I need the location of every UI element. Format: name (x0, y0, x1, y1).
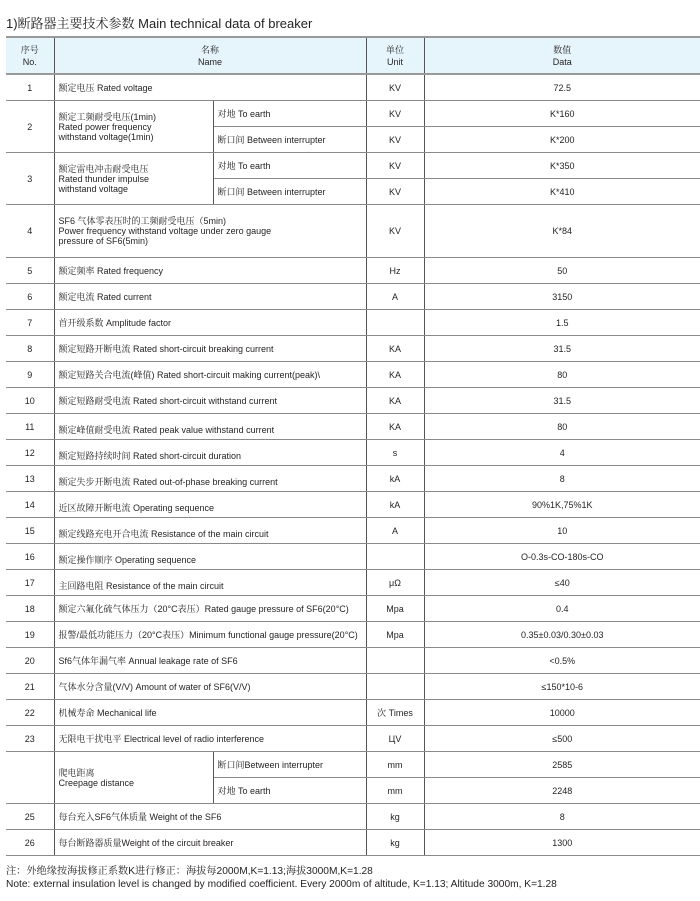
row-value: 1300 (424, 830, 700, 856)
row-value: 2585 (424, 752, 700, 778)
row-unit: mm (366, 778, 424, 804)
row-name-text: 近区故障开断电流 Operating sequence (58, 502, 215, 513)
row-unit: mm (366, 752, 424, 778)
row-name (54, 414, 366, 440)
row-name-text: 额定线路充电开合电流 Resistance of the main circuit (58, 528, 269, 539)
row-number: 9 (6, 362, 54, 388)
row-unit: Mpa (366, 622, 424, 648)
row-unit: μΩ (366, 570, 424, 596)
table-row (6, 674, 700, 700)
table-row (6, 466, 700, 492)
footnote-en: Note: external insulation level is changed by modified coefficient. Every 2000m of altitude, K=1.13; Altitude 3000m, K=1.28 (6, 879, 557, 890)
table-row (6, 648, 700, 674)
row-number: 7 (6, 310, 54, 336)
header-unit: 单位 Unit (366, 37, 424, 74)
technical-data-table (6, 36, 700, 856)
row-value: 10000 (424, 700, 700, 726)
row-unit: KA (366, 362, 424, 388)
row-name-line: Power frequency withstand voltage under zero gauge (58, 226, 272, 236)
row-value: K*410 (424, 179, 700, 205)
row-sub-label: 对地 To earth (213, 778, 366, 804)
row-value: 8 (424, 804, 700, 830)
row-unit: KA (366, 414, 424, 440)
row-unit: kg (366, 804, 424, 830)
table-row (6, 205, 700, 258)
row-unit: Mpa (366, 596, 424, 622)
row-name (54, 440, 366, 466)
row-unit (366, 648, 424, 674)
row-number: 5 (6, 258, 54, 284)
table-row (6, 414, 700, 440)
row-name (54, 752, 213, 804)
row-name: 额定频率 Rated frequency (54, 258, 366, 284)
row-name-text: 额定失步开断电流 Rated out-of-phase breaking current (58, 476, 278, 487)
row-name (54, 570, 366, 596)
row-number: 8 (6, 336, 54, 362)
row-name (54, 466, 366, 492)
page-title: 1)断路器主要技术参数 Main technical data of breaker (6, 16, 313, 31)
row-name: 额定电流 Rated current (54, 284, 366, 310)
row-unit: 次 Times (366, 700, 424, 726)
row-name (54, 205, 366, 258)
table-row (6, 518, 700, 544)
row-value: K*160 (424, 101, 700, 127)
row-name (54, 101, 213, 153)
row-name-line: 额定雷电冲击耐受电压 (58, 163, 149, 174)
table-row (6, 726, 700, 752)
row-value: 80 (424, 414, 700, 440)
row-name (54, 518, 366, 544)
row-value: 3150 (424, 284, 700, 310)
row-number: 10 (6, 388, 54, 414)
footnote-cn: 注：外绝缘按海拔修正系数K进行修正：海拔每2000M,K=1.13;海拔3000M,K=1.28 (6, 866, 373, 877)
row-value: O-0.3s-CO-180s-CO (424, 544, 700, 570)
table-row (6, 544, 700, 570)
row-name-line: SF6 气体零表压时的工频耐受电压（5min) (58, 216, 227, 226)
table-row (6, 310, 700, 336)
row-name-text: 额定操作顺序 Operating sequence (58, 554, 197, 565)
row-number: 20 (6, 648, 54, 674)
row-name: 额定电压 Rated voltage (54, 74, 366, 101)
row-number: 14 (6, 492, 54, 518)
row-value: 0.4 (424, 596, 700, 622)
table-row (6, 258, 700, 284)
table-row (6, 284, 700, 310)
header-name: 名称 Name (54, 37, 366, 74)
row-unit (366, 544, 424, 570)
row-unit (366, 310, 424, 336)
row-value: ≤500 (424, 726, 700, 752)
footnote (6, 865, 557, 891)
row-value: 31.5 (424, 388, 700, 414)
row-value: 31.5 (424, 336, 700, 362)
row-unit: KV (366, 101, 424, 127)
row-value: 80 (424, 362, 700, 388)
row-value: K*84 (424, 205, 700, 258)
row-number: 19 (6, 622, 54, 648)
table-row (6, 622, 700, 648)
row-value: 0.35±0.03/0.30±0.03 (424, 622, 700, 648)
row-name-line: 额定工频耐受电压(1min) (58, 111, 157, 122)
row-number: 15 (6, 518, 54, 544)
row-value: 8 (424, 466, 700, 492)
row-name-line: Rated thunder impulse (58, 173, 150, 184)
row-unit: kg (366, 830, 424, 856)
row-number: 22 (6, 700, 54, 726)
row-unit: Hz (366, 258, 424, 284)
row-sub-label: 断口间 Between interrupter (213, 127, 366, 153)
row-unit: KA (366, 336, 424, 362)
row-unit: ЦV (366, 726, 424, 752)
row-number: 16 (6, 544, 54, 570)
row-name-line: pressure of SF6(5min) (58, 236, 149, 246)
row-unit: KV (366, 74, 424, 101)
row-value: ≤40 (424, 570, 700, 596)
table-row (6, 388, 700, 414)
row-value: 72.5 (424, 74, 700, 101)
row-value: 1.5 (424, 310, 700, 336)
row-value: 10 (424, 518, 700, 544)
row-number: 4 (6, 205, 54, 258)
table-row (6, 752, 700, 778)
row-number: 3 (6, 153, 54, 205)
table-row (6, 596, 700, 622)
row-unit: kA (366, 492, 424, 518)
row-number: 11 (6, 414, 54, 440)
row-unit: KA (366, 388, 424, 414)
row-name (54, 153, 213, 205)
table-row (6, 700, 700, 726)
row-value: K*200 (424, 127, 700, 153)
row-name: 额定短路关合电流(峰值) Rated short-circuit making current(peak)\ (54, 362, 366, 388)
row-number: 25 (6, 804, 54, 830)
row-sub-label: 对地 To earth (213, 153, 366, 179)
row-unit (366, 674, 424, 700)
table-row (6, 830, 700, 856)
row-name-line: 爬电距离 (58, 767, 95, 778)
row-number: 1 (6, 74, 54, 101)
table-header-row (6, 37, 700, 74)
row-unit: A (366, 518, 424, 544)
row-name-line: Creepage distance (58, 777, 135, 788)
row-number: 21 (6, 674, 54, 700)
row-sub-label: 断口间Between interrupter (213, 752, 366, 778)
row-number: 18 (6, 596, 54, 622)
row-name-line: withstand voltage (58, 183, 129, 194)
row-name: 额定短路耐受电流 Rated short-circuit withstand current (54, 388, 366, 414)
row-number: 17 (6, 570, 54, 596)
row-value: <0.5% (424, 648, 700, 674)
row-value: 90%1K,75%1K (424, 492, 700, 518)
row-sub-label: 断口间 Between interrupter (213, 179, 366, 205)
row-number: 23 (6, 726, 54, 752)
row-unit: KV (366, 179, 424, 205)
row-value: 4 (424, 440, 700, 466)
table-row (6, 153, 700, 179)
table-row (6, 101, 700, 127)
row-sub-label: 对地 To earth (213, 101, 366, 127)
row-value: 50 (424, 258, 700, 284)
row-name (54, 492, 366, 518)
table-row (6, 336, 700, 362)
row-name-line: withstand voltage(1min) (58, 131, 154, 142)
row-name: 机械寿命 Mechanical life (54, 700, 366, 726)
row-unit: KV (366, 205, 424, 258)
row-value: 2248 (424, 778, 700, 804)
row-number (6, 752, 54, 804)
row-name: 气体水分含量(V/V) Amount of water of SF6(V/V) (54, 674, 366, 700)
row-number: 12 (6, 440, 54, 466)
table-row (6, 440, 700, 466)
row-unit: KV (366, 127, 424, 153)
table-row (6, 74, 700, 101)
row-number: 2 (6, 101, 54, 153)
row-value: ≤150*10-6 (424, 674, 700, 700)
row-name: 额定短路开断电流 Rated short-circuit breaking current (54, 336, 366, 362)
table-row (6, 492, 700, 518)
row-unit: KV (366, 153, 424, 179)
header-data: 数值 Data (424, 37, 700, 74)
row-unit: A (366, 284, 424, 310)
row-value: K*350 (424, 153, 700, 179)
row-name: 报警/最低功能压力（20°C表压）Minimum functional gauge pressure(20°C) (54, 622, 366, 648)
table-row (6, 570, 700, 596)
table-row (6, 804, 700, 830)
row-name-text: 额定短路持续时间 Rated short-circuit duration (58, 450, 242, 461)
row-name-text: 额定峰值耐受电流 Rated peak value withstand current (58, 424, 275, 435)
row-name-text: 主回路电阻 Resistance of the main circuit (58, 580, 224, 591)
row-name: 首开级系数 Amplitude factor (54, 310, 366, 336)
row-name-line: Rated power frequency (58, 121, 152, 132)
row-name: Sf6气体年漏气率 Annual leakage rate of SF6 (54, 648, 366, 674)
row-name: 每台充入SF6气体质量 Weight of the SF6 (54, 804, 366, 830)
row-number: 13 (6, 466, 54, 492)
row-unit: s (366, 440, 424, 466)
table-row (6, 362, 700, 388)
row-number: 26 (6, 830, 54, 856)
row-unit: kA (366, 466, 424, 492)
row-name: 无限电干扰电平 Electrical level of radio interference (54, 726, 366, 752)
row-name: 每台断路器质量Weight of the circuit breaker (54, 830, 366, 856)
row-name: 额定六氟化硫气体压力（20°C表压）Rated gauge pressure of SF6(20°C) (54, 596, 366, 622)
row-number: 6 (6, 284, 54, 310)
header-no: 序号 No. (6, 37, 54, 74)
row-name (54, 544, 366, 570)
